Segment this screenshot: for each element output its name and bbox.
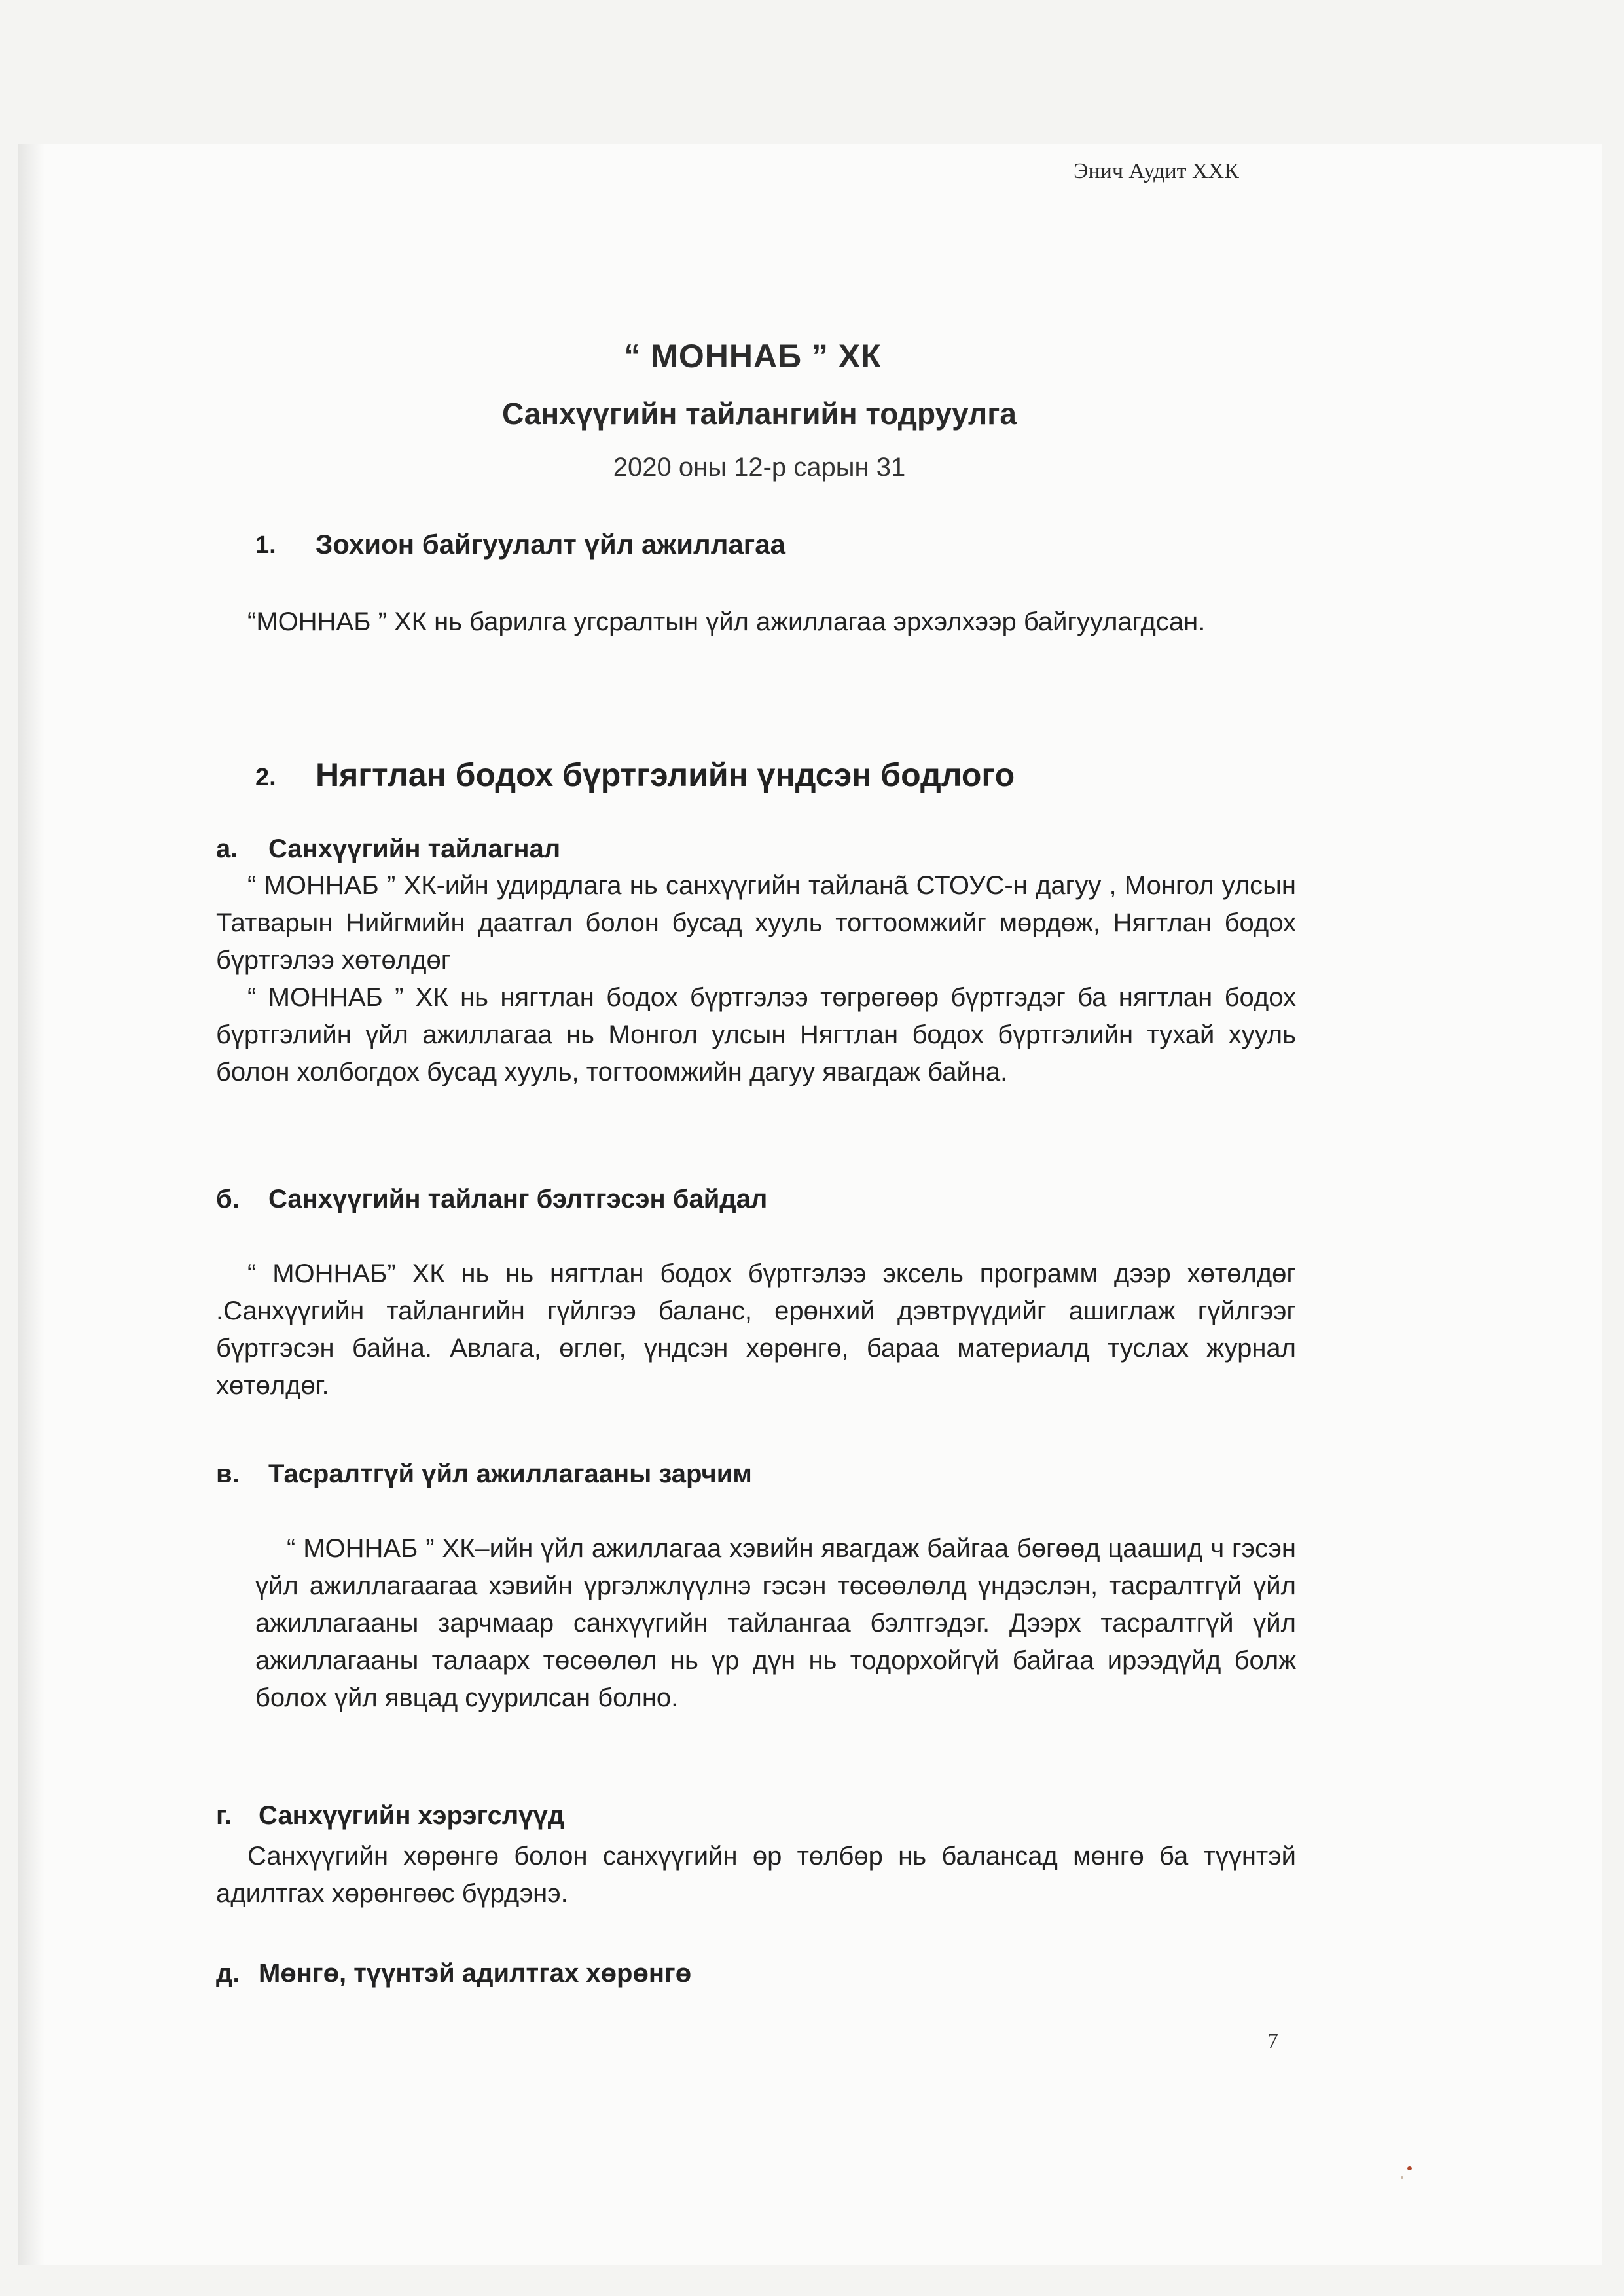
section-2-heading: Нягтлан бодох бүртгэлийн үндсэн бодлого <box>316 757 1015 793</box>
paragraph: “ МОНHАБ ” ХК нь нягтлан бодох бүртгэлээ төгрөгөөр бүртгэдэг ба нягтлан бодох бүртгэлийн үйл ажиллагаа нь Монгол улсын Нягтлан бодох бүртгэлийн тухай хууль болон холбогдох бусад хууль, тогтоомжийн дагуу явагдаж байна. <box>216 983 1296 1086</box>
document-date: 2020 оны 12-р сарын 31 <box>613 453 906 482</box>
paragraph: “ МОНHАБ” ХК нь нь нягтлан бодох бүртгэлээ эксель программ дээр хөтөлдөг .Санхүүгийн тайлангийн гүйлгээ баланс, ерөнхий дэвтрүүдийг ашиглаж гүйлгээг бүртгэсэн байна. Авлага, өглөг, үндсэн хөрөнгө, бараа материалд туслах журнал хөтөлдөг. <box>216 1259 1296 1400</box>
company-title: “ МОНHАБ ” ХК <box>624 338 882 374</box>
running-header: Энич Аудит ХХК <box>1074 159 1239 183</box>
subsection-b-letter: б. <box>216 1185 240 1213</box>
subsection-g-text <box>216 1838 1296 1912</box>
section-1-text <box>216 603 1296 641</box>
subsection-a-text <box>216 867 1296 1091</box>
paragraph: “ МОНHАБ ” ХК–ийн үйл ажиллагаа хэвийн явагдаж байгаа бөгөөд цаашид ч гэсэн үйл ажиллагаагаа хэвийн үргэлжлүүлнэ гэсэн төсөөлөлд үндэслэн, тасралтгүй үйл ажиллагааны зарчмаар санхүүгийн тайлангаа бэлтгэдэг. Дээрх тасралтгүй үйл ажиллагааны талаарх төсөөлөл нь үр дүн нь тодорхойгүй байгаа ирээдүйд болж болох үйл явцад суурилсан болно. <box>255 1534 1296 1712</box>
subsection-v-letter: в. <box>216 1460 240 1488</box>
paragraph: Санхүүгийн хөрөнгө болон санхүүгийн өр төлбөр нь балансад мөнгө ба түүнтэй адилтгах хөрөнгөөс бүрдэнэ. <box>216 1842 1296 1908</box>
subsection-g-letter: г. <box>216 1801 232 1830</box>
subsection-g-heading: Санхүүгийн хэрэгслүүд <box>259 1801 565 1830</box>
subsection-a-letter: а. <box>216 834 238 863</box>
paragraph: “ МОНHАБ ” ХК-ийн удирдлага нь санхүүгийн тайланã СТОУС-н дагуу , Монгол улсын Татварын Нийгмийн даатгал болон бусад хууль тогтоомжийг мөрдөж, Нягтлан бодох бүртгэлээ хөтөлдөг <box>216 871 1296 975</box>
subsection-d-heading: Мөнгө, түүнтэй адилтгах хөрөнгө <box>259 1959 692 1988</box>
section-1-heading: Зохион байгуулалт үйл ажиллагаа <box>316 529 785 560</box>
subsection-a-heading: Санхүүгийн тайлагнал <box>268 834 561 863</box>
subsection-d-letter: д. <box>216 1959 240 1988</box>
subsection-v-text <box>255 1530 1296 1717</box>
section-1-number: 1. <box>255 531 276 559</box>
paragraph: “МОНHАБ ” ХК нь барилга угсралтын үйл ажиллагаа эрхэлхээр байгуулагдсан. <box>247 607 1206 636</box>
subsection-v-heading: Тасралтгүй үйл ажиллагааны зарчим <box>268 1460 752 1488</box>
scan-speck <box>1401 2176 1403 2179</box>
document-title: Санхүүгийн тайлангийн тодруулга <box>501 397 1017 431</box>
scan-speck <box>1407 2166 1412 2170</box>
subsection-b-heading: Санхүүгийн тайланг бэлтгэсэн байдал <box>268 1185 768 1213</box>
section-2-number: 2. <box>255 764 276 791</box>
page-number: 7 <box>1267 2029 1278 2053</box>
subsection-b-text <box>216 1255 1296 1405</box>
